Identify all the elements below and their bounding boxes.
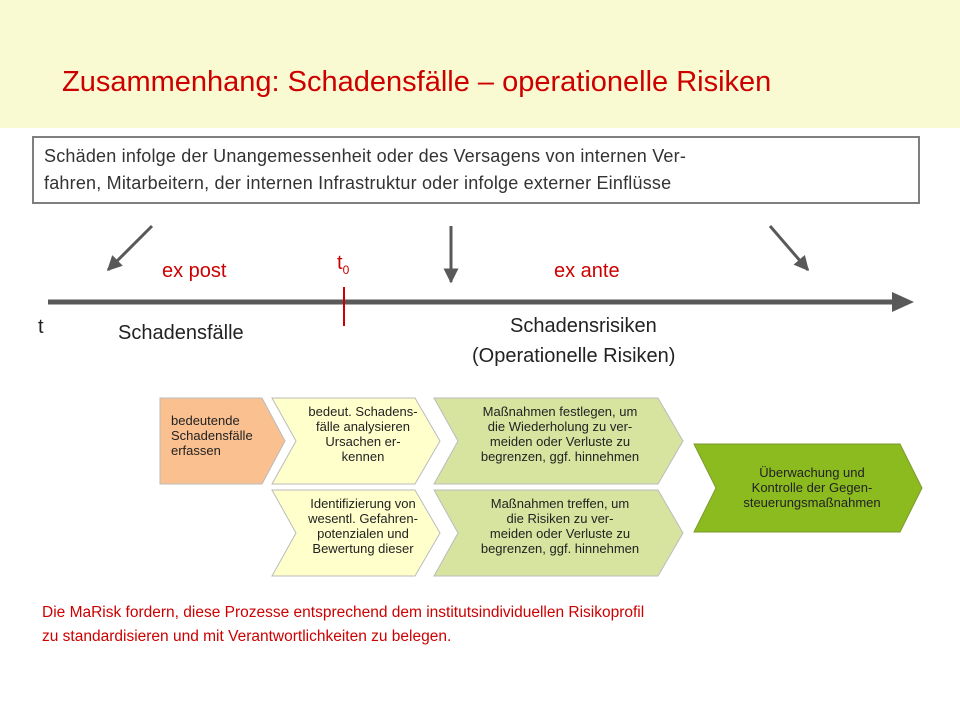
- operationelle-risiken-label: (Operationelle Risiken): [472, 345, 676, 367]
- definition-line-2: fahren, Mitarbeitern, der internen Infrastruktur oder infolge externer Einflüsse: [44, 173, 672, 193]
- step-identifizieren-text: Identifizierung von wesentl. Gefahren- potenzialen und Bewertung dieser: [308, 496, 418, 556]
- step-erfassen-text: bedeutende Schadensfälle erfassen: [171, 413, 253, 458]
- step-analysieren-text: bedeut. Schadens- fälle analysieren Ursachen er- kennen: [308, 404, 418, 464]
- t0-label: [337, 252, 349, 277]
- arrow-to-ex-post: [108, 226, 152, 270]
- timeline-arrowhead: [892, 292, 914, 312]
- definition-line-1: Schäden infolge der Unangemessenheit oder des Versagens von internen Ver-: [44, 146, 687, 166]
- time-axis-label: t: [38, 316, 44, 338]
- marisk-note-line-2: zu standardisieren und mit Verantwortlichkeiten zu belegen.: [42, 628, 452, 645]
- page-title: Zusammenhang: Schadensfälle – operationelle Risiken: [62, 66, 772, 98]
- schadensrisiken-label: Schadensrisiken: [510, 315, 657, 337]
- step-treffen-text: Maßnahmen treffen, um die Risiken zu ver- meiden oder Verluste zu begrenzen, ggf. hinnehmen: [480, 496, 640, 556]
- arrow-to-ex-ante: [770, 226, 808, 270]
- t0-main: t: [337, 252, 343, 274]
- marisk-note-line-1: Die MaRisk fordern, diese Prozesse entsprechend dem institutsindividuellen Risikoprofil: [42, 604, 645, 621]
- t0-sub: 0: [342, 263, 350, 277]
- ex-post-label: ex post: [162, 260, 227, 282]
- schadensfaelle-label: Schadensfälle: [118, 322, 244, 344]
- ex-ante-label: ex ante: [554, 260, 620, 282]
- step-ueberwachung-text: Überwachung und Kontrolle der Gegen- steuerungsmaßnahmen: [743, 465, 881, 510]
- step-festlegen-text: Maßnahmen festlegen, um die Wiederholung zu ver- meiden oder Verluste zu begrenzen, ggf. hinnehmen: [480, 404, 640, 464]
